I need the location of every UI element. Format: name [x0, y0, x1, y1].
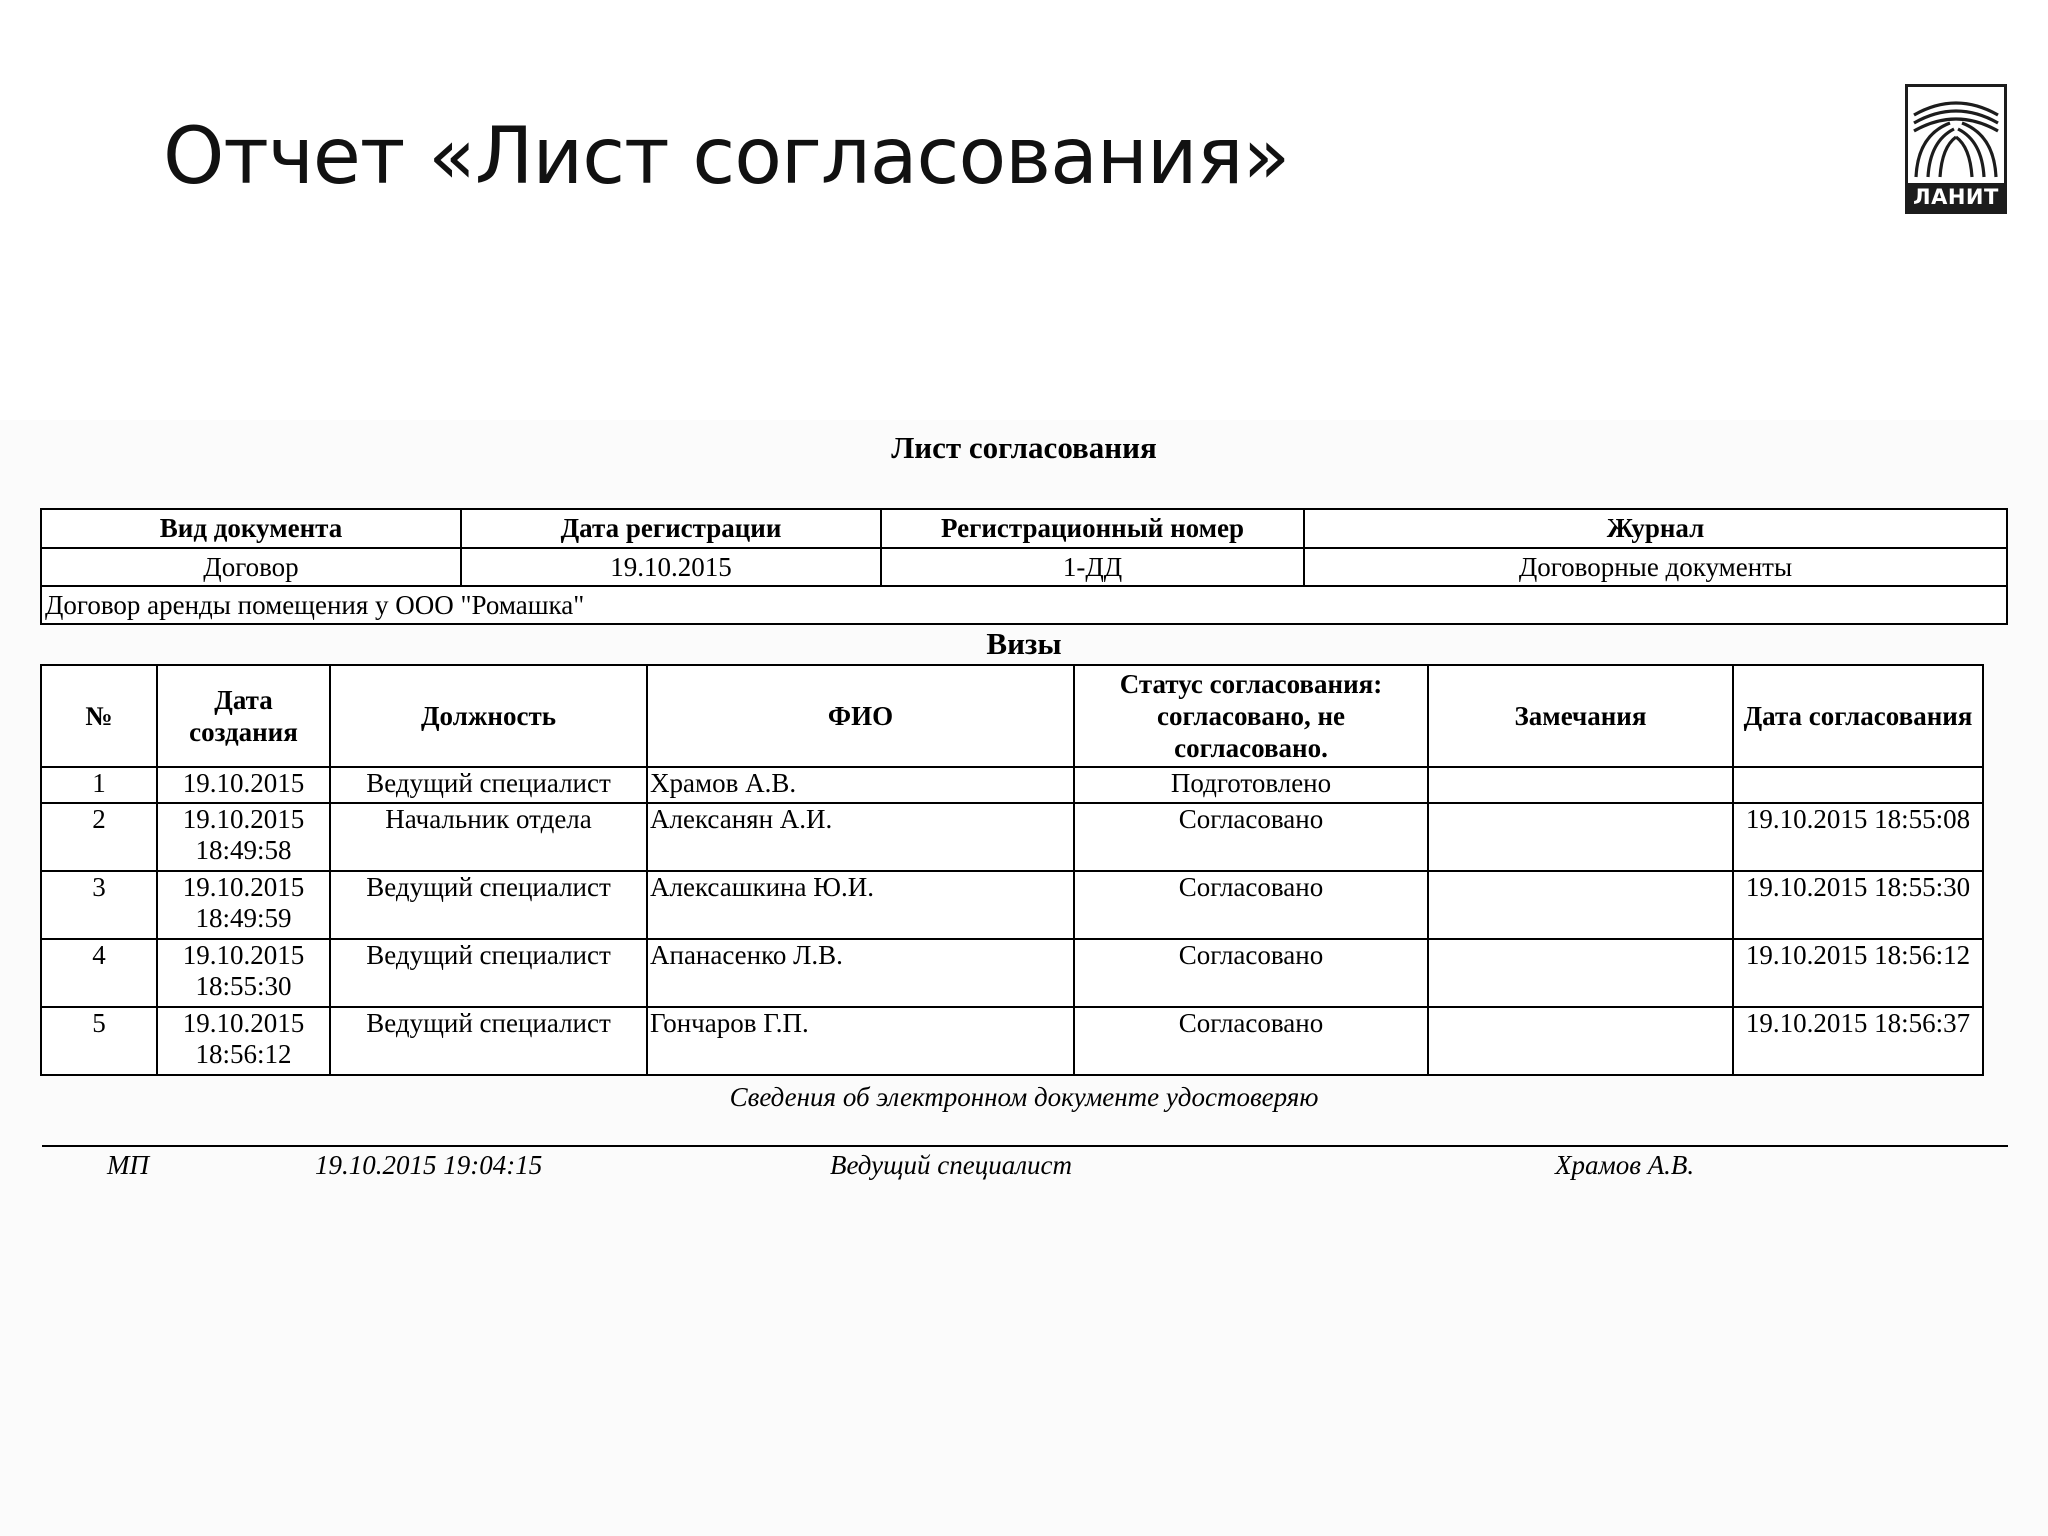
table-row [41, 803, 1983, 871]
visa-status: Подготовлено [1074, 767, 1428, 803]
journal-header: Журнал [1304, 509, 2007, 548]
report-title: Лист согласования [891, 430, 1157, 465]
created-date-header: Дата создания [157, 665, 330, 767]
reg-number-value: 1-ДД [881, 548, 1304, 586]
visa-created [157, 1007, 330, 1075]
visa-created-time: 18:55:30 [195, 971, 292, 1001]
visa-approved-date: 19.10.2015 18:56:37 [1733, 1007, 1983, 1075]
visa-approved-date: 19.10.2015 18:55:30 [1733, 871, 1983, 939]
visa-status: Согласовано [1074, 803, 1428, 871]
remarks-header: Замечания [1428, 665, 1733, 767]
signature-datetime: 19.10.2015 19:04:15 [315, 1150, 543, 1180]
certification-line: Сведения об электронном документе удостоверяю [729, 1082, 1319, 1112]
document-summary: Договор аренды помещения у ООО "Ромашка" [41, 586, 2007, 624]
doc-type-header: Вид документа [41, 509, 461, 548]
visa-number: 2 [41, 803, 157, 871]
visa-status: Согласовано [1074, 871, 1428, 939]
visa-position: Начальник отдела [330, 803, 647, 871]
visa-approved-date [1733, 767, 1983, 803]
visas-header-row [41, 665, 1983, 767]
visa-fio: Алексанян А.И. [647, 803, 1074, 871]
visa-created-date: 19.10.2015 [182, 1008, 305, 1038]
visa-status: Согласовано [1074, 939, 1428, 1007]
document-info-header-row [41, 509, 2007, 548]
visas-heading: Визы [986, 626, 1062, 661]
document-summary-row [41, 586, 2007, 624]
signature-stamp: МП [107, 1150, 149, 1180]
visa-fio: Апанасенко Л.В. [647, 939, 1074, 1007]
visa-status: Согласовано [1074, 1007, 1428, 1075]
visa-position: Ведущий специалист [330, 767, 647, 803]
visa-created-date: 19.10.2015 [182, 872, 305, 902]
visa-position: Ведущий специалист [330, 939, 647, 1007]
visa-created [157, 939, 330, 1007]
document-info-values-row [41, 548, 2007, 586]
visa-created-time: 18:49:58 [195, 835, 292, 865]
table-row [41, 767, 1983, 803]
document-info-table [40, 508, 2008, 625]
visa-number: 3 [41, 871, 157, 939]
visa-remarks [1428, 939, 1733, 1007]
signature-divider [42, 1145, 2008, 1147]
signature-position: Ведущий специалист [830, 1150, 1072, 1180]
table-row [41, 871, 1983, 939]
visa-position: Ведущий специалист [330, 1007, 647, 1075]
doc-type-value: Договор [41, 548, 461, 586]
visa-remarks [1428, 1007, 1733, 1075]
position-header: Должность [330, 665, 647, 767]
lanit-logo-mark-icon [1908, 87, 2004, 183]
visa-approved-date: 19.10.2015 18:56:12 [1733, 939, 1983, 1007]
visa-created-date: 19.10.2015 [182, 768, 305, 798]
status-header: Статус согласования: согласовано, не согласовано. [1074, 665, 1428, 767]
visa-number: 1 [41, 767, 157, 803]
visa-approved-date: 19.10.2015 18:55:08 [1733, 803, 1983, 871]
visa-created [157, 803, 330, 871]
number-header: № [41, 665, 157, 767]
visa-remarks [1428, 767, 1733, 803]
reg-date-value: 19.10.2015 [461, 548, 881, 586]
visa-fio: Алексашкина Ю.И. [647, 871, 1074, 939]
visa-position: Ведущий специалист [330, 871, 647, 939]
visa-created-time: 18:56:12 [195, 1039, 292, 1069]
fio-header: ФИО [647, 665, 1074, 767]
visa-number: 5 [41, 1007, 157, 1075]
lanit-logo [1905, 84, 2007, 214]
table-row [41, 939, 1983, 1007]
signature-name: Храмов А.В. [1555, 1150, 1695, 1180]
visa-created [157, 871, 330, 939]
visa-created-date: 19.10.2015 [182, 804, 305, 834]
visas-table [40, 664, 1984, 1076]
reg-number-header: Регистрационный номер [881, 509, 1304, 548]
visa-remarks [1428, 803, 1733, 871]
approved-date-header: Дата согласования [1733, 665, 1983, 767]
visa-created-time: 18:49:59 [195, 903, 292, 933]
reg-date-header: Дата регистрации [461, 509, 881, 548]
visa-created [157, 767, 330, 803]
visa-number: 4 [41, 939, 157, 1007]
visa-created-date: 19.10.2015 [182, 940, 305, 970]
journal-value: Договорные документы [1304, 548, 2007, 586]
slide-title: Отчет «Лист согласования» [163, 112, 1290, 202]
visa-fio: Храмов А.В. [647, 767, 1074, 803]
visa-remarks [1428, 871, 1733, 939]
visa-fio: Гончаров Г.П. [647, 1007, 1074, 1075]
lanit-logo-text: ЛАНИТ [1913, 185, 1999, 209]
table-row [41, 1007, 1983, 1075]
